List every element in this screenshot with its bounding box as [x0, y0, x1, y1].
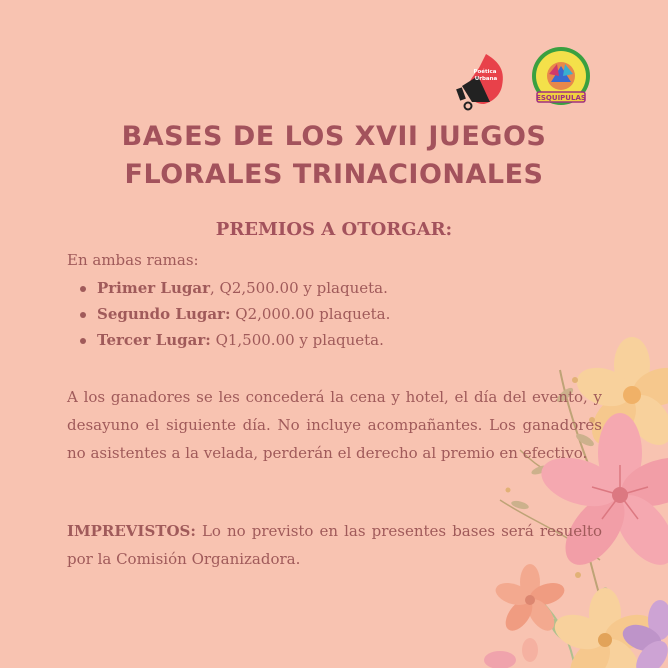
svg-text:Urbana: Urbana: [474, 76, 498, 82]
unforeseen-text: Lo no previsto en las presentes bases será resuelto por la Comisión Organizadora.: [67, 522, 602, 568]
prize-label: Segundo Lugar:: [97, 305, 231, 323]
prize-detail: Q1,500.00 y plaqueta.: [210, 331, 384, 349]
prize-item-third: [78, 329, 390, 355]
intro-text: En ambas ramas:: [67, 251, 199, 269]
prize-label: Tercer Lugar:: [97, 331, 211, 349]
winners-paragraph: A los ganadores se les concederá la cena y hotel, el día del evento, y desayuno el siguiente día. No incluye acompañantes. Los ganadores no asistentes a la velada, perderán el derecho al premio en efectivo.: [67, 388, 602, 462]
unforeseen-label: IMPREVISTOS:: [67, 522, 196, 540]
prize-label: Primer Lugar: [97, 279, 210, 297]
svg-text:ESQUIPULAS: ESQUIPULAS: [536, 94, 586, 102]
prize-detail: , Q2,500.00 y plaqueta.: [209, 279, 388, 297]
prize-list: [78, 277, 390, 355]
festival-logo: [532, 47, 590, 105]
title-line-2: FLORALES TRINACIONALES: [124, 159, 544, 190]
prize-detail: Q2,000.00 plaqueta.: [230, 305, 391, 323]
poster-title: [0, 118, 668, 194]
unforeseen-paragraph: [67, 517, 602, 573]
prize-item-second: [78, 303, 390, 329]
prize-item-first: [78, 277, 390, 303]
title-line-1: BASES DE LOS XVII JUEGOS: [121, 121, 547, 152]
megaphone-logo: [456, 54, 503, 110]
section-heading: PREMIOS A OTORGAR:: [215, 219, 453, 240]
sponsor-logos: [456, 46, 596, 116]
svg-text:Poética: Poética: [473, 69, 497, 75]
